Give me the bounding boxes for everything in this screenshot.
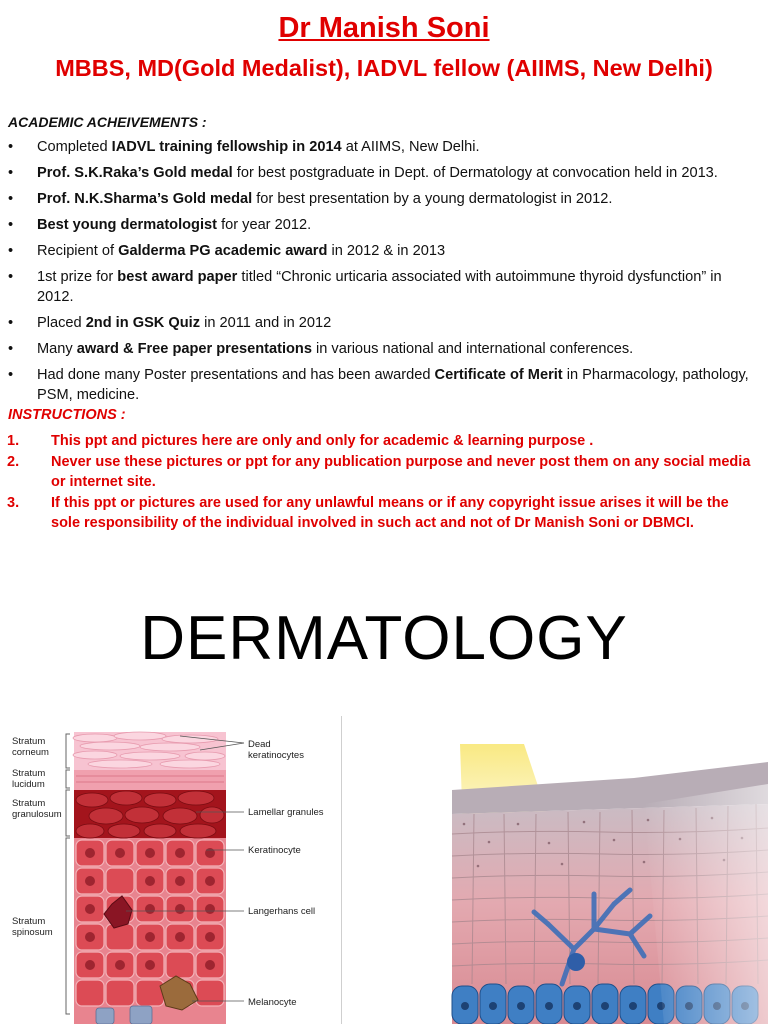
label-stratum-corneum-2: corneum: [12, 747, 49, 758]
instruction-item: 2. Never use these pictures or ppt for any publication purpose and never post them on any social media or internet site.: [7, 453, 751, 490]
achievements-heading: ACADEMIC ACHEIVEMENTS :: [8, 114, 207, 130]
achievement-item: • Had done many Poster presentations and has been awarded Certificate of Merit in Pharmacology, pathology, PSM, medicine.: [6, 365, 762, 405]
achievement-item: • Best young dermatologist for year 2012.: [6, 215, 762, 235]
instructions-list: [7, 431, 759, 534]
achievement-item: • Recipient of Galderma PG academic award in 2012 & in 2013: [6, 241, 762, 261]
achievement-item: • Many award & Free paper presentations in various national and international conferences.: [6, 339, 762, 359]
skin-3d-illustration: [444, 744, 768, 1024]
label-langerhans-cell: Langerhans cell: [248, 906, 316, 917]
achievement-item: • Completed IADVL training fellowship in 2014 at AIIMS, New Delhi.: [6, 137, 762, 157]
label-stratum-spinosum-2: spinosum: [12, 927, 53, 938]
instructions-heading: INSTRUCTIONS :: [8, 407, 126, 423]
achievement-item: • Prof. N.K.Sharma’s Gold medal for best presentation by a young dermatologist in 2012.: [6, 189, 762, 209]
label-stratum-granulosum-1: Stratum: [12, 798, 46, 809]
achievement-item: • Placed 2nd in GSK Quiz in 2011 and in 2012: [6, 313, 762, 333]
label-stratum-spinosum-1: Stratum: [12, 916, 46, 927]
page-subtitle: MBBS, MD(Gold Medalist), IADVL fellow (AIIMS, New Delhi): [55, 55, 713, 81]
label-stratum-lucidum-2: lucidum: [12, 779, 45, 790]
label-stratum-granulosum-2: granulosum: [12, 809, 62, 820]
achievement-item: • Prof. S.K.Raka’s Gold medal for best postgraduate in Dept. of Dermatology at convocation held in 2013.: [6, 163, 762, 183]
label-melanocyte: Melanocyte: [248, 997, 297, 1008]
epidermis-layers-diagram: [0, 714, 340, 1024]
label-stratum-lucidum-1: Stratum: [12, 768, 46, 779]
instruction-item: 3. If this ppt or pictures are used for any unlawful means or if any copyright issue arises it will be the sole responsibility of the individual involved in such act and not of Dr Manish Soni or DBMCI.: [7, 494, 729, 531]
label-keratinocyte: Keratinocyte: [248, 845, 301, 856]
instruction-item: 1. This ppt and pictures here are only and only for academic & learning purpose .: [7, 433, 594, 449]
section-title: DERMATOLOGY: [140, 604, 628, 673]
page-title: Dr Manish Soni: [278, 12, 490, 44]
achievement-item: • 1st prize for best award paper titled “Chronic urticaria associated with autoimmune thyroid dysfunction” in 2012.: [6, 267, 762, 307]
label-dead-keratinocytes-2: keratinocytes: [248, 750, 304, 761]
label-lamellar-granules: Lamellar granules: [248, 807, 324, 818]
figure-divider: [341, 716, 342, 1024]
label-stratum-corneum-1: Stratum: [12, 736, 46, 747]
achievements-list: [6, 137, 762, 411]
label-dead-keratinocytes-1: Dead: [248, 739, 271, 750]
